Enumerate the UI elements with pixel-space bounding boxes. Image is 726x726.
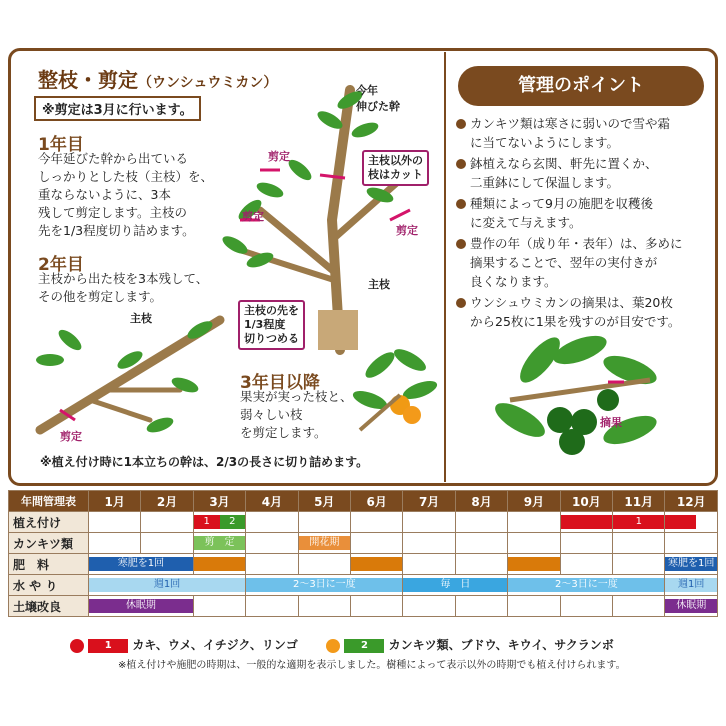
month-header: 7月 bbox=[403, 491, 455, 512]
year3-heading: 3年目以降 bbox=[240, 373, 320, 393]
cut-label-3: 剪定 bbox=[396, 224, 418, 237]
calendar-row-planting bbox=[9, 512, 718, 533]
prune-bar: 剪 定 bbox=[194, 536, 245, 550]
point-item: カンキツ類は寒さに弱いので雪や霜 に当てないようにします。 bbox=[456, 114, 712, 152]
thinning-label: 摘果 bbox=[600, 416, 622, 429]
pruning-notice: ※剪定は3月に行います。 bbox=[34, 96, 201, 121]
cut-label-4: 剪定 bbox=[60, 430, 82, 443]
page-title: 整枝・剪定（ウンシュウミカン） bbox=[38, 68, 278, 92]
bloom-bar: 開花期 bbox=[299, 536, 350, 550]
year1-heading: 1年目 bbox=[38, 135, 84, 155]
fruit-icon-apple bbox=[70, 639, 84, 653]
water-2-3b-bar: 2～3日に一度 bbox=[508, 578, 664, 592]
plant-bar-autumn-3 bbox=[665, 515, 696, 529]
water-week2-bar: 週1回 bbox=[665, 578, 717, 592]
except-main-callout: 主枝以外の 枝はカット bbox=[362, 150, 429, 186]
fert-sept-bar bbox=[508, 557, 559, 571]
calendar-header-row bbox=[9, 491, 718, 512]
month-header: 10月 bbox=[560, 491, 612, 512]
legend bbox=[70, 636, 614, 653]
fruit-thinning-illustration bbox=[480, 330, 670, 470]
month-header: 6月 bbox=[351, 491, 403, 512]
left-footnote: ※植え付け時に1本立ちの幹は、2/3の長さに切り詰めます。 bbox=[40, 455, 369, 469]
row-label: 水 や り bbox=[9, 575, 89, 596]
month-header: 8月 bbox=[455, 491, 507, 512]
point-item: 種類によって9月の施肥を収穫後 に変えて与えます。 bbox=[456, 194, 712, 232]
year2-heading: 2年目 bbox=[38, 255, 84, 275]
point-item: 豊作の年（成り年・表年）は、多めに 摘果することで、翌年の実付きが 良くなります。 bbox=[456, 234, 712, 291]
calendar-footnote: ※植え付けや施肥の時期は、一般的な適期を表示しました。樹種によって表示以外の時期でも植え付けられます。 bbox=[118, 660, 626, 671]
new-trunk-label: 今年 伸びた幹 bbox=[356, 84, 400, 113]
month-header: 1月 bbox=[89, 491, 141, 512]
legend-bar-2: 2 bbox=[344, 639, 384, 653]
plant-bar-autumn-2: 1 bbox=[613, 515, 664, 529]
row-label: 植え付け bbox=[9, 512, 89, 533]
calendar-row-citrus bbox=[9, 533, 718, 554]
month-header: 3月 bbox=[193, 491, 245, 512]
water-daily-bar: 毎 日 bbox=[403, 578, 507, 592]
month-header: 12月 bbox=[665, 491, 718, 512]
main-branch-label-2: 主枝 bbox=[130, 312, 152, 325]
main-branch-label: 主枝 bbox=[368, 278, 390, 291]
year2-text: 主枝から出た枝を3本残して、 その他を剪定します。 bbox=[38, 271, 209, 304]
month-header: 4月 bbox=[246, 491, 298, 512]
fert-winter2-bar: 寒肥を1回 bbox=[665, 557, 717, 571]
fruit-icon-orange bbox=[326, 639, 340, 653]
plant-bar-1: 1 bbox=[194, 515, 220, 529]
calendar-row-fertilizer bbox=[9, 554, 718, 575]
month-header: 2月 bbox=[141, 491, 193, 512]
year3-text: 果実が実った枝と、 弱々しい枝 を剪定します。 bbox=[240, 389, 353, 440]
calendar-corner: 年間管理表 bbox=[9, 491, 89, 512]
tree-illustration-year1 bbox=[200, 70, 440, 360]
month-header: 11月 bbox=[613, 491, 665, 512]
tip-cut-callout: 主枝の先を 1/3程度 切りつめる bbox=[238, 300, 305, 350]
year1-text: 今年延びた幹から出ている しっかりとした枝（主枝）を、 重ならないように、3本 残して剪定します。主枝の 先を1/3程度切り詰めます。 bbox=[38, 151, 214, 238]
fert-june-bar bbox=[351, 557, 402, 571]
plant-bar-2: 2 bbox=[220, 515, 246, 529]
fert-march-bar bbox=[194, 557, 245, 571]
month-header: 9月 bbox=[508, 491, 560, 512]
points-list bbox=[456, 114, 712, 333]
panel-divider bbox=[444, 52, 446, 482]
cut-label-1: 剪定 bbox=[268, 150, 290, 163]
fert-winter-bar: 寒肥を1回 bbox=[89, 557, 193, 571]
legend-text-2: カンキツ類、ブドウ、キウイ、サクランボ bbox=[388, 638, 614, 652]
legend-bar-1: 1 bbox=[88, 639, 128, 653]
calendar-row-soil bbox=[9, 596, 718, 617]
point-item: ウンシュウミカンの摘果は、葉20枚 から25枚に1果を残すのが目安です。 bbox=[456, 293, 712, 331]
soil-dormant-bar: 休眠期 bbox=[89, 599, 193, 613]
month-header: 5月 bbox=[298, 491, 350, 512]
orange-illustration bbox=[350, 340, 440, 435]
water-2-3a-bar: 2～3日に一度 bbox=[246, 578, 402, 592]
cut-label-2: 剪定 bbox=[242, 210, 264, 223]
annual-calendar bbox=[8, 490, 718, 617]
row-label: 土壌改良 bbox=[9, 596, 89, 617]
points-heading: 管理のポイント bbox=[458, 66, 704, 106]
plant-bar-autumn-1 bbox=[561, 515, 612, 529]
calendar-row-watering bbox=[9, 575, 718, 596]
point-item: 鉢植えなら玄関、軒先に置くか、 二重鉢にして保温します。 bbox=[456, 154, 712, 192]
row-label: カンキツ類 bbox=[9, 533, 89, 554]
legend-text-1: カキ、ウメ、イチジク、リンゴ bbox=[132, 638, 298, 652]
row-label: 肥 料 bbox=[9, 554, 89, 575]
soil-dormant2-bar: 休眠期 bbox=[665, 599, 717, 613]
water-week-bar: 週1回 bbox=[89, 578, 245, 592]
